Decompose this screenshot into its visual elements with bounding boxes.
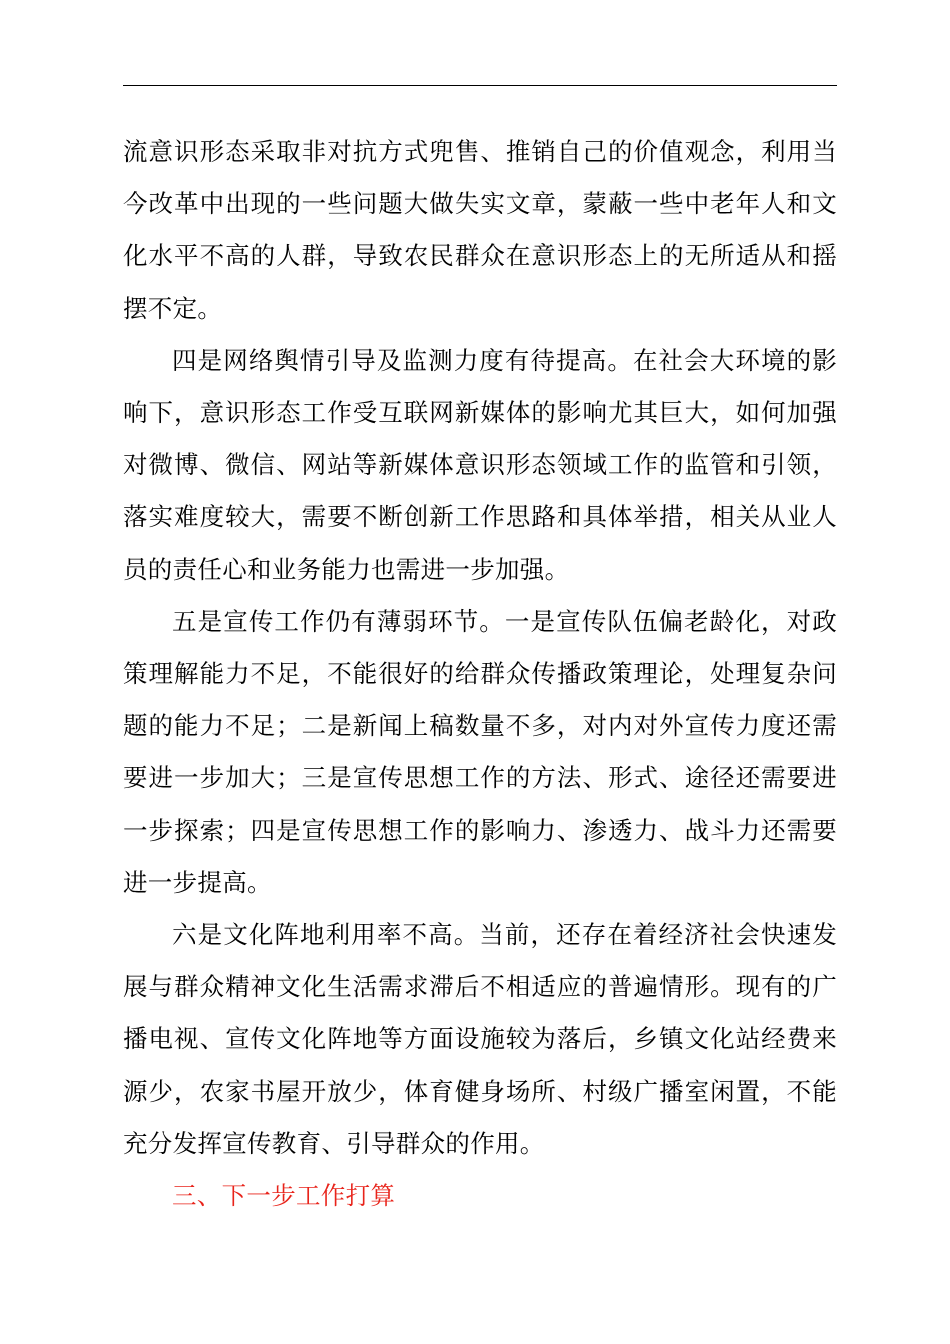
section-heading: 三、下一步工作打算 <box>172 1181 396 1211</box>
header-rule <box>123 85 837 86</box>
paragraph-item-six: 六是文化阵地利用率不高。当前，还存在着经济社会快速发展与群众精神文化生活需求滞后不相适应的普遍情形。现有的广播电视、宣传文化阵地等方面设施较为落后，乡镇文化站经费来源少，农家书屋开放少，体育健身场所、村级广播室闲置，不能充分发挥宣传教育、引导群众的作用。 <box>123 920 837 1158</box>
document-body <box>123 126 837 1222</box>
paragraph-item-five: 五是宣传工作仍有薄弱环节。一是宣传队伍偏老龄化，对政策理解能力不足，不能很好的给群众传播政策理论，处理复杂问题的能力不足；二是新闻上稿数量不多，对内对外宣传力度还需要进一步加大；三是宣传思想工作的方法、形式、途径还需要进一步探索；四是宣传思想工作的影响力、渗透力、战斗力还需要进一步提高。 <box>123 606 837 897</box>
paragraph-item-four: 四是网络舆情引导及监测力度有待提高。在社会大环境的影响下，意识形态工作受互联网新媒体的影响尤其巨大，如何加强对微博、微信、网站等新媒体意识形态领域工作的监管和引领，落实难度较大，需要不断创新工作思路和具体举措，相关从业人员的责任心和业务能力也需进一步加强。 <box>123 345 837 584</box>
paragraph-continuation: 流意识形态采取非对抗方式兜售、推销自己的价值观念，利用当今改革中出现的一些问题大做失实文章，蒙蔽一些中老年人和文化水平不高的人群，导致农民群众在意识形态上的无所适从和摇摆不定。 <box>123 137 837 323</box>
